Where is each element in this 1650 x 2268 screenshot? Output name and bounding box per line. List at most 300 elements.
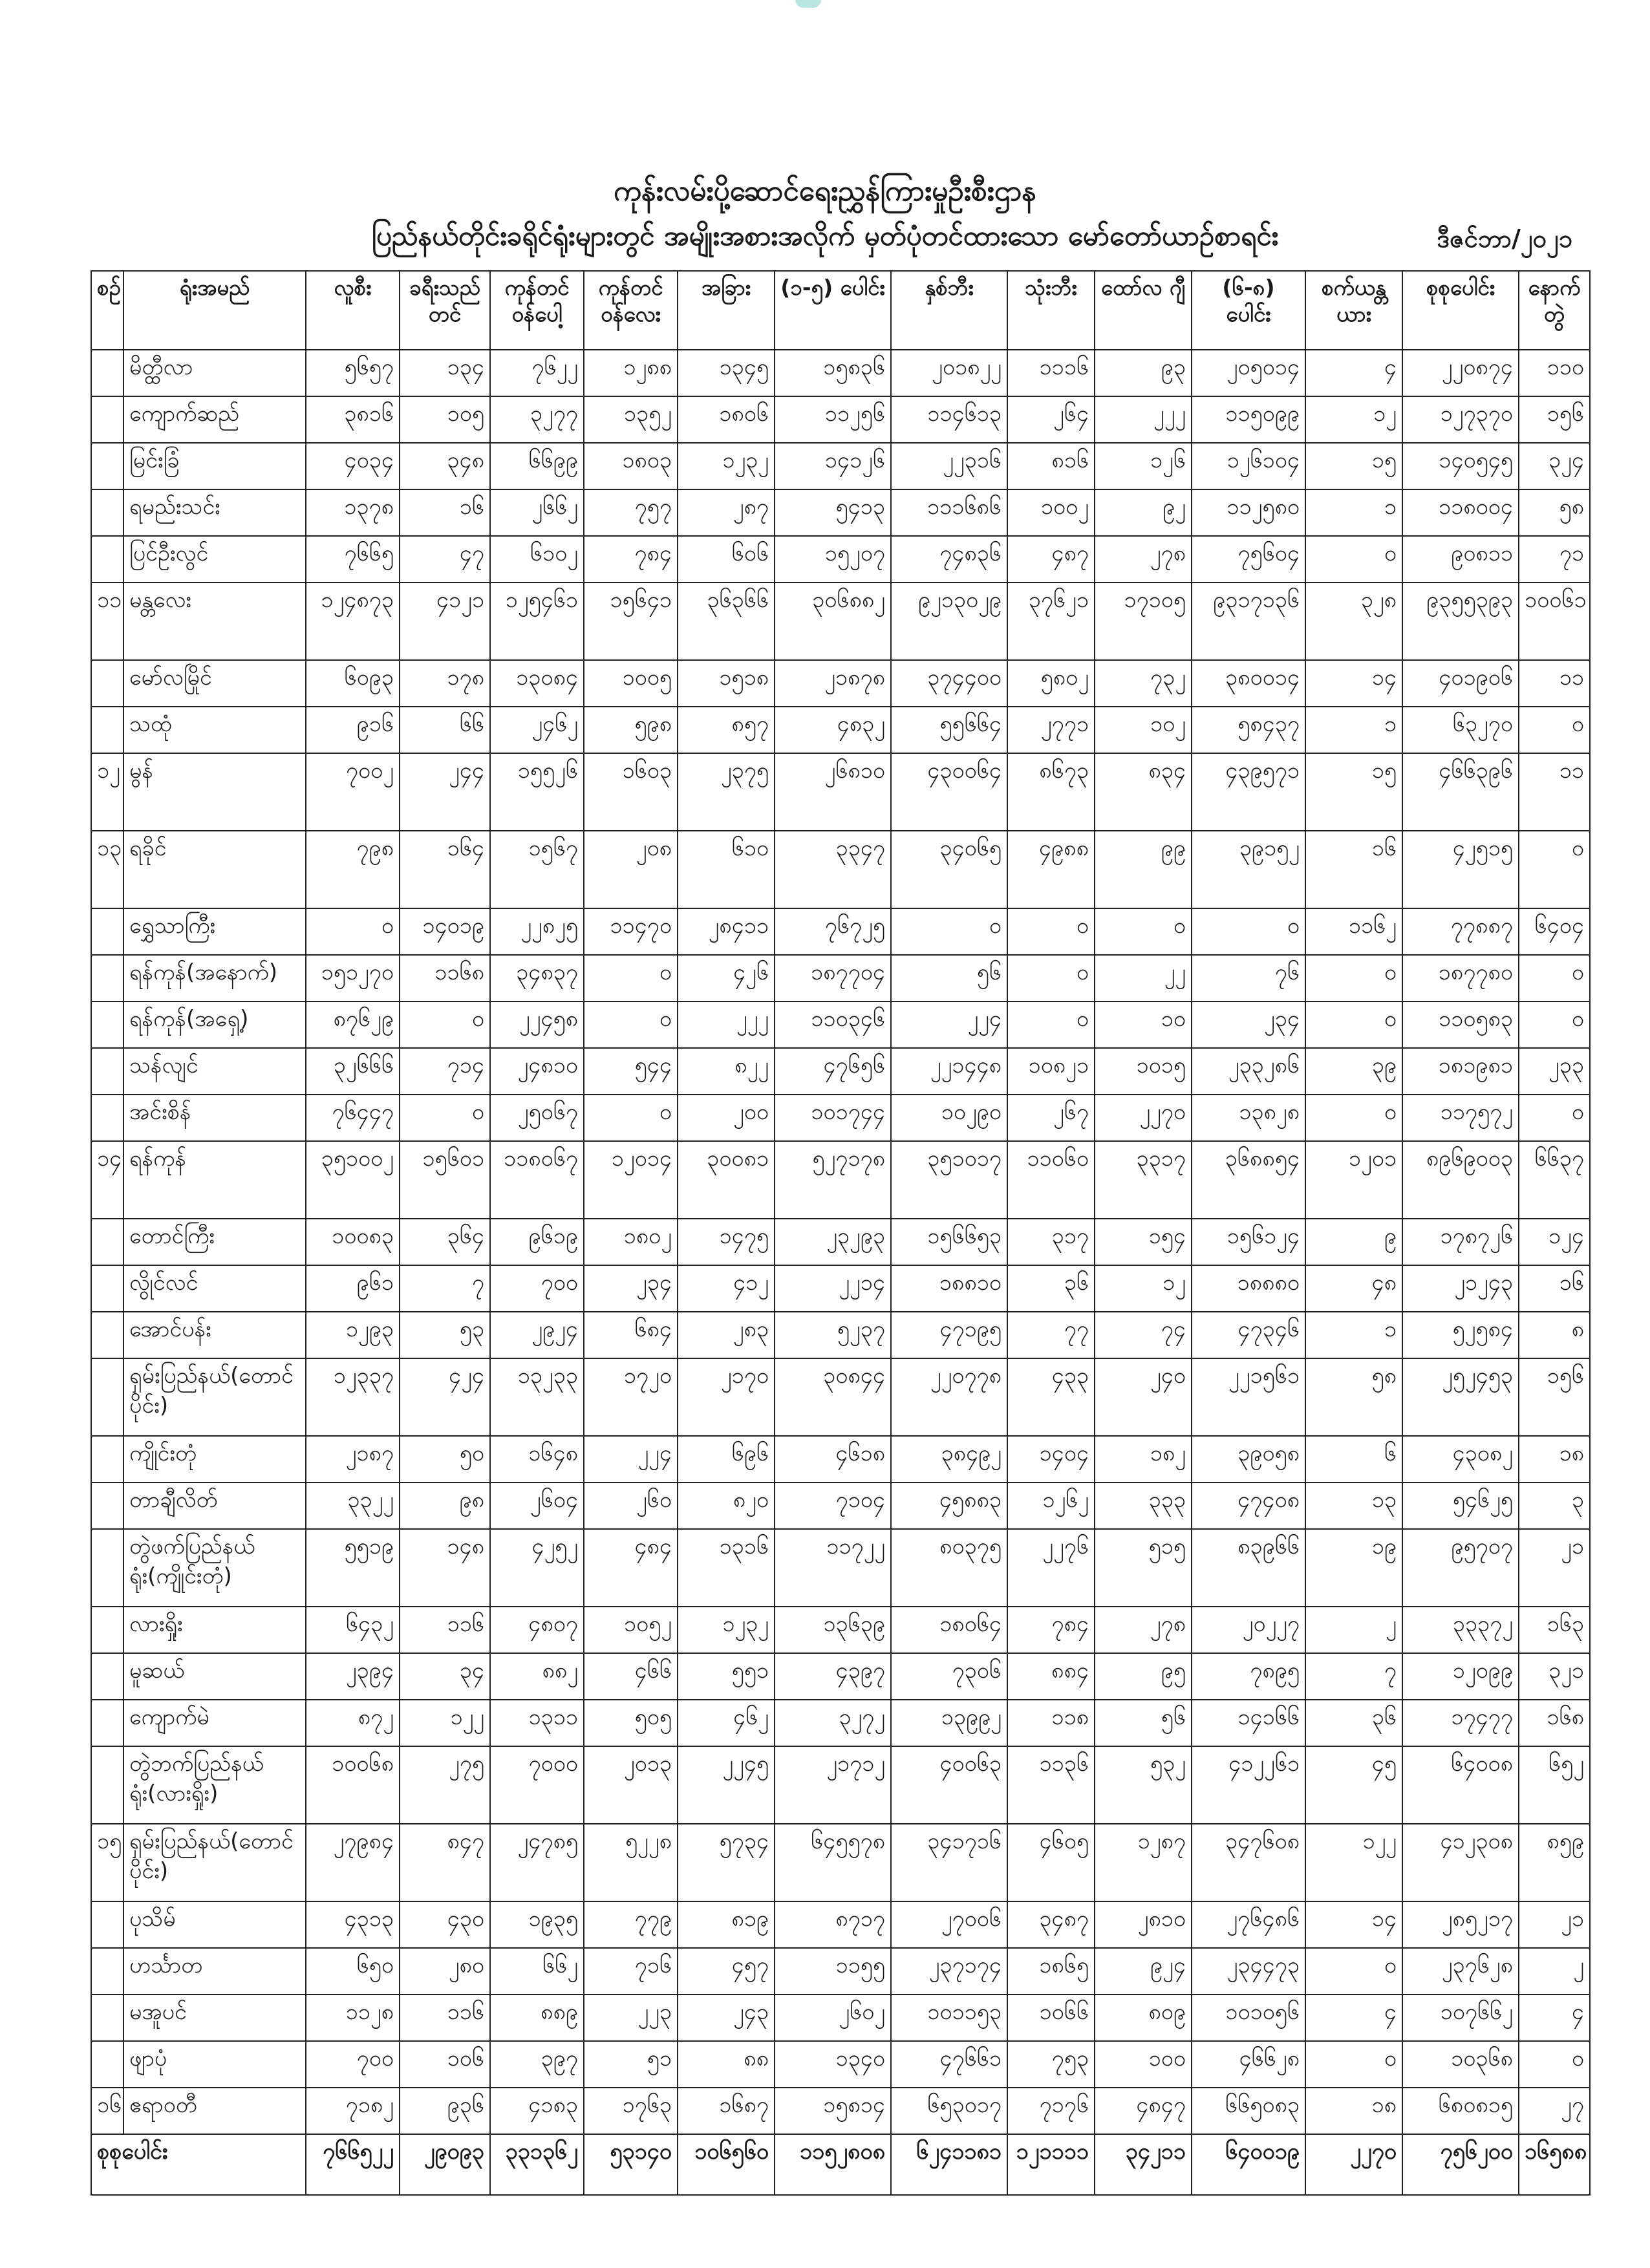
cell-value: ၉၅ [1095,1653,1192,1700]
row-sequence [91,1482,123,1529]
cell-value: ၂၀၁၃ [584,1746,678,1824]
office-name: ကျိုင်းတုံ [123,1436,306,1482]
cell-value: ၅၈ [1519,489,1590,536]
cell-value: ၁၇၂၀ [584,1358,678,1436]
cell-value: ၁၈၁၉၈၁ [1402,1048,1519,1095]
cell-value: ၃၂၄ [1519,443,1590,489]
row-sequence [91,908,123,955]
cell-value: ၇၆၇၂၅ [775,908,891,955]
cell-value: ၇၈၄ [584,536,678,583]
cell-value: ၄၂၆ [678,955,775,1001]
cell-value: ၁၁၂၅၆ [775,396,891,443]
table-row [91,489,1590,536]
total-value: ၂၉၀၉၃ [400,2134,490,2195]
cell-value: ၂၅၂၄၅၃ [1402,1358,1519,1436]
cell-value: ၂၆၇ [1007,1095,1095,1141]
cell-value: ၂၁၂၄၃ [1402,1265,1519,1312]
table-row [91,443,1590,489]
report-subtitle: ပြည်နယ်တိုင်းခရိုင်ရုံးများတွင် အမျိုးအစားအလိုက် မှတ်ပုံတင်ထားသော မော်တော်ယာဉ်စာရင်း [371,220,1279,251]
table-row [91,350,1590,396]
cell-value: ၅၂၅၈၄ [1402,1312,1519,1358]
cell-value: ၂၁၈၇၈ [775,660,891,707]
row-sequence [91,1700,123,1746]
cell-value: ၃၄၀၆၅ [891,831,1007,908]
cell-value: ၇၇၉ [584,1901,678,1948]
cell-value: ၇၅၆၀၄ [1192,536,1305,583]
column-header: စက်ယန္တယား [1305,271,1402,350]
table-row [91,2041,1590,2088]
office-name: ရှမ်းပြည်နယ်(တောင်ပိုင်း) [123,1358,306,1436]
cell-value: ၁၁၆၈ [400,955,490,1001]
cell-value: ၄ [1305,1995,1402,2041]
cell-value: ၃၄၈၃၇ [490,955,584,1001]
cell-value: ၁၁၃၆ [1007,1746,1095,1824]
cell-value: ၈၃၉၆၆ [1192,1529,1305,1607]
cell-value: ၃၁၇ [1007,1219,1095,1265]
cell-value: ၂၀၈ [584,831,678,908]
cell-value: ၁၁၆ [400,1995,490,2041]
cell-value: ၁၀ [1095,1001,1192,1048]
cell-value: ၁၁၈ [1007,1700,1095,1746]
cell-value: ၁၄၀၅၄၅ [1402,443,1519,489]
cell-value: ၁၆ [400,489,490,536]
cell-value: ၇၀၀ [490,1265,584,1312]
table-row [91,1001,1590,1048]
cell-value: ၂၄၈၁၀ [490,1048,584,1095]
total-value: ၁၀၆၅၆၀ [678,2134,775,2195]
total-value: ၁၆၅၈၈ [1519,2134,1590,2195]
total-value: ၆၂၄၁၁၈၁ [891,2134,1007,2195]
cell-value: ၈၁၉ [678,1901,775,1948]
cell-value: ၁၀၀ [1095,2041,1192,2088]
cell-value: ၁၃၈၂၈ [1192,1095,1305,1141]
cell-value: ၄၇၆၆၁ [891,2041,1007,2088]
cell-value: ၁၂၉၃ [306,1312,400,1358]
cell-value: ၁၀၃၆၈ [1402,2041,1519,2088]
cell-value: ၀ [1305,1001,1402,1048]
cell-value: ၂၂၁၄ [775,1265,891,1312]
row-sequence [91,1358,123,1436]
office-name: တွဲဖက်ပြည်နယ်ရုံး(ကျိုင်းတုံ) [123,1529,306,1607]
cell-value: ၁ [1305,1312,1402,1358]
cell-value: ၆၈၄ [584,1312,678,1358]
cell-value: ၇၁၆ [584,1948,678,1995]
cell-value: ၁၀၂ [1095,707,1192,753]
office-name: မူဆယ် [123,1653,306,1700]
cell-value: ၁၀၁၀၅၆ [1192,1995,1305,2041]
office-name: တွဲဘက်ပြည်နယ်ရုံး(လားရှိုး) [123,1746,306,1824]
cell-value: ၄၈၄ [584,1529,678,1607]
cell-value: ၂၄၄ [400,753,490,831]
cell-value: ၉၃၅၅၃၉၃ [1402,583,1519,660]
total-value: ၇၅၆၂၀၀ [1402,2134,1519,2195]
cell-value: ၃၆၄ [400,1219,490,1265]
cell-value: ၂၇၇၁ [1007,707,1095,753]
cell-value: ၁၂၂ [400,1700,490,1746]
table-row [91,908,1590,955]
table-row [91,1700,1590,1746]
table-row [91,1265,1590,1312]
total-value: ၃၄၂၁၁ [1095,2134,1192,2195]
column-header: ထော်လ ဂျီ [1095,271,1192,350]
cell-value: ၁၀၇၆၆၂ [1402,1995,1519,2041]
table-row [91,1436,1590,1482]
cell-value: ၅၇၃၄ [678,1824,775,1901]
cell-value: ၂၈၁၀ [1095,1901,1192,1948]
cell-value: ၂၄၃ [678,1995,775,2041]
cell-value: ၂၂၂ [1095,396,1192,443]
cell-value: ၂၁၈၇ [306,1436,400,1482]
row-sequence [91,350,123,396]
cell-value: ၃၄ [400,1653,490,1700]
total-label: စုစုပေါင်း [91,2134,306,2195]
office-name: ရခိုင် [123,831,306,908]
row-sequence: ၁၃ [91,831,123,908]
total-value: ၆၄၀၀၁၉ [1192,2134,1305,2195]
cell-value: ၁၂၂ [1305,1824,1402,1901]
cell-value: ၁၁၀၆၀ [1007,1141,1095,1219]
cell-value: ၇၇၈၈၇ [1402,908,1519,955]
cell-value: ၀ [1305,1095,1402,1141]
cell-value: ၁၅၆၁၂၄ [1192,1219,1305,1265]
cell-value: ၁၂၀၁၄ [584,1141,678,1219]
cell-value: ၃၄၈၇ [1007,1901,1095,1948]
cell-value: ၃၄၁၇၁၆ [891,1824,1007,1901]
cell-value: ၂၂၂ [678,1001,775,1048]
row-sequence [91,660,123,707]
table-row [91,1312,1590,1358]
cell-value: ၇၃၀၆ [891,1653,1007,1700]
cell-value: ၅၈ [1305,1358,1402,1436]
cell-value: ၂၀၅၀၁၄ [1192,350,1305,396]
office-name: မိတ္ထီလာ [123,350,306,396]
cell-value: ၉၀၈၁၁ [1402,536,1519,583]
cell-value: ၃၃၃၇၂ [1402,1607,1519,1653]
cell-value: ၇၈၉၅ [1192,1653,1305,1700]
cell-value: ၁၆၄၈ [490,1436,584,1482]
cell-value: ၁၅ [1305,753,1402,831]
cell-value: ၁၃ [1305,1482,1402,1529]
table-row [91,1141,1590,1219]
cell-value: ၁၀၀၈၃ [306,1219,400,1265]
cell-value: ၁၀၅၂ [584,1607,678,1653]
table-row [91,707,1590,753]
cell-value: ၂၁ [1519,1529,1590,1607]
office-name: ရန်ကုန် [123,1141,306,1219]
cell-value: ၁၄၁၂၆ [775,443,891,489]
cell-value: ၁၃၇၈ [306,489,400,536]
cell-value: ၁၀၀၅ [584,660,678,707]
column-header: နှစ်ဘီး [891,271,1007,350]
cell-value: ၃၆ [1007,1265,1095,1312]
row-sequence [91,707,123,753]
cell-value: ၂ [1519,1948,1590,1995]
cell-value: ၅၆ [891,955,1007,1001]
cell-value: ၈၆၇၃ [1007,753,1095,831]
table-row [91,1607,1590,1653]
total-value: ၁၂၁၁၁၁ [1007,2134,1095,2195]
cell-value: ၂၀၁၈၂၂ [891,350,1007,396]
cell-value: ၂၃၇၅ [678,753,775,831]
cell-value: ၄၇၁၉၅ [891,1312,1007,1358]
table-row [91,2088,1590,2134]
cell-value: ၂၁ [1519,1901,1590,1948]
cell-value: ၄၂၅၁၅ [1402,831,1519,908]
row-sequence [91,955,123,1001]
cell-value: ၀ [1007,908,1095,955]
cell-value: ၂၂၄၅၈ [490,1001,584,1048]
cell-value: ၀ [1519,955,1590,1001]
cell-value: ၁၃၄ [400,350,490,396]
column-header: သုံးဘီး [1007,271,1095,350]
cell-value: ၅၄၁၃ [775,489,891,536]
office-name: ပြင်ဦးလွင် [123,536,306,583]
cell-value: ၀ [1007,1001,1095,1048]
cell-value: ၇၆၆၅ [306,536,400,583]
cell-value: ၄၁၂၃၀၈ [1402,1824,1519,1901]
cell-value: ၃၆၈၈၅၄ [1192,1141,1305,1219]
cell-value: ၁၈၇၇၈၀ [1402,955,1519,1001]
cell-value: ၁၅၄ [1095,1219,1192,1265]
office-name: ပုသိမ် [123,1901,306,1948]
column-header: လူစီး [306,271,400,350]
cell-value: ၄၅၇ [678,1948,775,1995]
cell-value: ၁၁ [1519,753,1590,831]
cell-value: ၉၉ [1095,831,1192,908]
total-value: ၇၆၆၅၂၂ [306,2134,400,2195]
row-sequence [91,489,123,536]
cell-value: ၄၇၄၀၈ [1192,1482,1305,1529]
table-row [91,660,1590,707]
row-sequence: ၁၅ [91,1824,123,1901]
cell-value: ၂၇၈ [1095,536,1192,583]
office-name: သထုံ [123,707,306,753]
cell-value: ၀ [1519,1095,1590,1141]
cell-value: ၀ [1519,707,1590,753]
cell-value: ၅၁ [584,2041,678,2088]
office-name: ရမည်းသင်း [123,489,306,536]
cell-value: ၂၂၄ [891,1001,1007,1048]
cell-value: ၄၈၇ [1007,536,1095,583]
cell-value: ၃၅၁၀၁၇ [891,1141,1007,1219]
row-sequence [91,443,123,489]
cell-value: ၁၈၀၆၄ [891,1607,1007,1653]
cell-value: ၀ [584,1095,678,1141]
cell-value: ၂၃၃ [1519,1048,1590,1095]
cell-value: ၂၃၄ [584,1265,678,1312]
cell-value: ၁၀၆ [400,2041,490,2088]
cell-value: ၆၉၆ [678,1436,775,1482]
office-name: လားရှိုး [123,1607,306,1653]
cell-value: ၂၃၇၁၇၄ [891,1948,1007,1995]
cell-value: ၁၀၀၆၈ [306,1746,400,1824]
cell-value: ၄၂၅၂ [490,1529,584,1607]
cell-value: ၀ [1305,1948,1402,1995]
cell-value: ၁၃၄၅ [678,350,775,396]
cell-value: ၁၅၆၇ [490,831,584,908]
cell-value: ၁၅၅၂၆ [490,753,584,831]
cell-value: ၁၇၄၇၇ [1402,1700,1519,1746]
cell-value: ၇၁၈၂ [306,2088,400,2134]
cell-value: ၆၅၀ [306,1948,400,1995]
row-sequence: ၁၂ [91,753,123,831]
cell-value: ၅၀ [400,1436,490,1482]
cell-value: ၁၂၃၂ [678,1607,775,1653]
cell-value: ၂၂၀၈၇၄ [1402,350,1519,396]
cell-value: ၃၂၈ [1305,583,1402,660]
cell-value: ၆၄၃၂ [306,1607,400,1653]
table-row [91,1482,1590,1529]
table-row [91,396,1590,443]
cell-value: ၂၂၇၀ [1095,1095,1192,1141]
cell-value: ၈၅၉ [1519,1824,1590,1901]
cell-value: ၆၁၀၂ [490,536,584,583]
cell-value: ၇၁၀၄ [775,1482,891,1529]
table-row [91,1948,1590,1995]
table-row [91,1358,1590,1436]
cell-value: ၄၅၈၈၃ [891,1482,1007,1529]
cell-value: ၁၁၄၇၀ [584,908,678,955]
cell-value: ၁၅၆ [1519,396,1590,443]
cell-value: ၈၉၆၉၀၀၃ [1402,1141,1519,1219]
cell-value: ၀ [1519,831,1590,908]
cell-value: ၅၄၆၂၅ [1402,1482,1519,1529]
cell-value: ၁၇၈၇၂၆ [1402,1219,1519,1265]
cell-value: ၀ [1305,2041,1402,2088]
cell-value: ၉၈ [400,1482,490,1529]
cell-value: ၅၅၆၆၄ [891,707,1007,753]
cell-value: ၄၈ [1305,1265,1402,1312]
cell-value: ၃၅၁၀၀၂ [306,1141,400,1219]
cell-value: ၅၆ [1095,1700,1192,1746]
report-date: ဒီဇင်ဘာ/၂၀၂၁ [1437,224,1572,253]
cell-value: ၁၆၈၇ [678,2088,775,2134]
row-sequence [91,1048,123,1095]
cell-value: ၂၂၀၇၇၈ [891,1358,1007,1436]
cell-value: ၈၈၉ [490,1995,584,2041]
cell-value: ၄၈၄၇ [1095,2088,1192,2134]
office-name: ကျောက်ဆည် [123,396,306,443]
cell-value: ၂၂၄ [584,1436,678,1482]
row-sequence [91,1746,123,1824]
cell-value: ၆၄၀၄ [1519,908,1590,955]
cell-value: ၁၈၂ [1095,1436,1192,1482]
cell-value: ၂၇၅ [400,1746,490,1824]
cell-value: ၉၂ [1095,489,1192,536]
cell-value: ၂၇၉၈၄ [306,1824,400,1901]
cell-value: ၂၃၄၄၇၃ [1192,1948,1305,1995]
cell-value: ၄ [1519,1995,1590,2041]
row-sequence: ၁၁ [91,583,123,660]
cell-value: ၁၂၀၉၉ [1402,1653,1519,1700]
cell-value: ၇၁၇၆ [1007,2088,1095,2134]
cell-value: ၄၃၀ [400,1901,490,1948]
row-sequence [91,1219,123,1265]
cell-value: ၂၈၇ [678,489,775,536]
cell-value: ၂၂၁၄၄၈ [891,1048,1007,1095]
cell-value: ၈၈၂ [490,1653,584,1700]
cell-value: ၄၉၈၈ [1007,831,1095,908]
cell-value: ၂၅၀၆၇ [490,1095,584,1141]
cell-value: ၃၉၁၅၂ [1192,831,1305,908]
cell-value: ၁၈ [1519,1436,1590,1482]
column-header: အခြား [678,271,775,350]
row-sequence [91,1312,123,1358]
column-header: စဉ် [91,271,123,350]
cell-value: ၁၂၄ [1519,1219,1590,1265]
table-row [91,1995,1590,2041]
cell-value: ၃၉၇ [490,2041,584,2088]
cell-value: ၄၂၄ [400,1358,490,1436]
office-name: ဧရာဝတီ [123,2088,306,2134]
cell-value: ၁၇၈ [400,660,490,707]
table-row [91,583,1590,660]
cell-value: ၄၈၀၇ [490,1607,584,1653]
cell-value: ၁၆၃ [1519,1607,1590,1653]
cell-value: ၃၉၀၅၈ [1192,1436,1305,1482]
column-header: (၆-၈) ပေါင်း [1192,271,1305,350]
office-name: မြင်းခြံ [123,443,306,489]
office-name: ရန်ကုန်(အနောက်) [123,955,306,1001]
cell-value: ၄၇၆၅၆ [775,1048,891,1095]
cell-value: ၁၁၀၃၄၆ [775,1001,891,1048]
cell-value: ၂၆၆၂ [490,489,584,536]
cell-value: ၁၂ [1095,1265,1192,1312]
cell-value: ၁၃၂၃၃ [490,1358,584,1436]
department-title: ကုန်းလမ်းပို့ဆောင်ရေးညွှန်ကြားမှုဦးစီးဌာန [613,175,1037,208]
cell-value: ၄၃၀၀၆၄ [891,753,1007,831]
cell-value: ၁၈၇၇၀၄ [775,955,891,1001]
cell-value: ၂၇၈ [1095,1607,1192,1653]
total-row [91,2134,1590,2195]
cell-value: ၂၇၀၀၆ [891,1901,1007,1948]
table-row [91,831,1590,908]
cell-value: ၁၁၂၅၈၀ [1192,489,1305,536]
cell-value: ၁၄ [1305,1901,1402,1948]
cell-value: ၅၈၄၃၇ [1192,707,1305,753]
cell-value: ၁၅၆၄၁ [584,583,678,660]
cell-value: ၅၃၂ [1095,1746,1192,1824]
cell-value: ၂၄၆၂ [490,707,584,753]
cell-value: ၄၆၆၃၉၆ [1402,753,1519,831]
table-row [91,536,1590,583]
cell-value: ၁၁၈၀၆၇ [490,1141,584,1219]
cell-value: ၁၄၁၆၆ [1192,1700,1305,1746]
cell-value: ၀ [1519,1001,1590,1048]
cell-value: ၁၁၅၅ [775,1948,891,1995]
cell-value: ၄၃၉၅၇၁ [1192,753,1305,831]
cell-value: ၈၂၂ [678,1048,775,1095]
cell-value: ၂၈၃ [678,1312,775,1358]
cell-value: ၄၆၆ [584,1653,678,1700]
total-value: ၃၃၁၃၆၂ [490,2134,584,2195]
cell-value: ၅၂၂၈ [584,1824,678,1901]
cell-value: ၀ [400,1095,490,1141]
table-row [91,1901,1590,1948]
cell-value: ၃၂၇၇ [490,396,584,443]
cell-value: ၂၁၇၀ [678,1358,775,1436]
office-name: ရှမ်းပြည်နယ်(တောင်ပိုင်း) [123,1824,306,1901]
cell-value: ၆၈၀၈၁၅ [1402,2088,1519,2134]
cell-value: ၈၃၄ [1095,753,1192,831]
cell-value: ၁၈၀၆ [678,396,775,443]
cell-value: ၁၀၀၂ [1007,489,1095,536]
cell-value: ၁၂၃၃၇ [306,1358,400,1436]
cell-value: ၂၈၅၂၁၇ [1402,1901,1519,1948]
cell-value: ၁၅ [1305,443,1402,489]
cell-value: ၉၃၁၇၁၃၆ [1192,583,1305,660]
cell-value: ၁၈ [1305,2088,1402,2134]
